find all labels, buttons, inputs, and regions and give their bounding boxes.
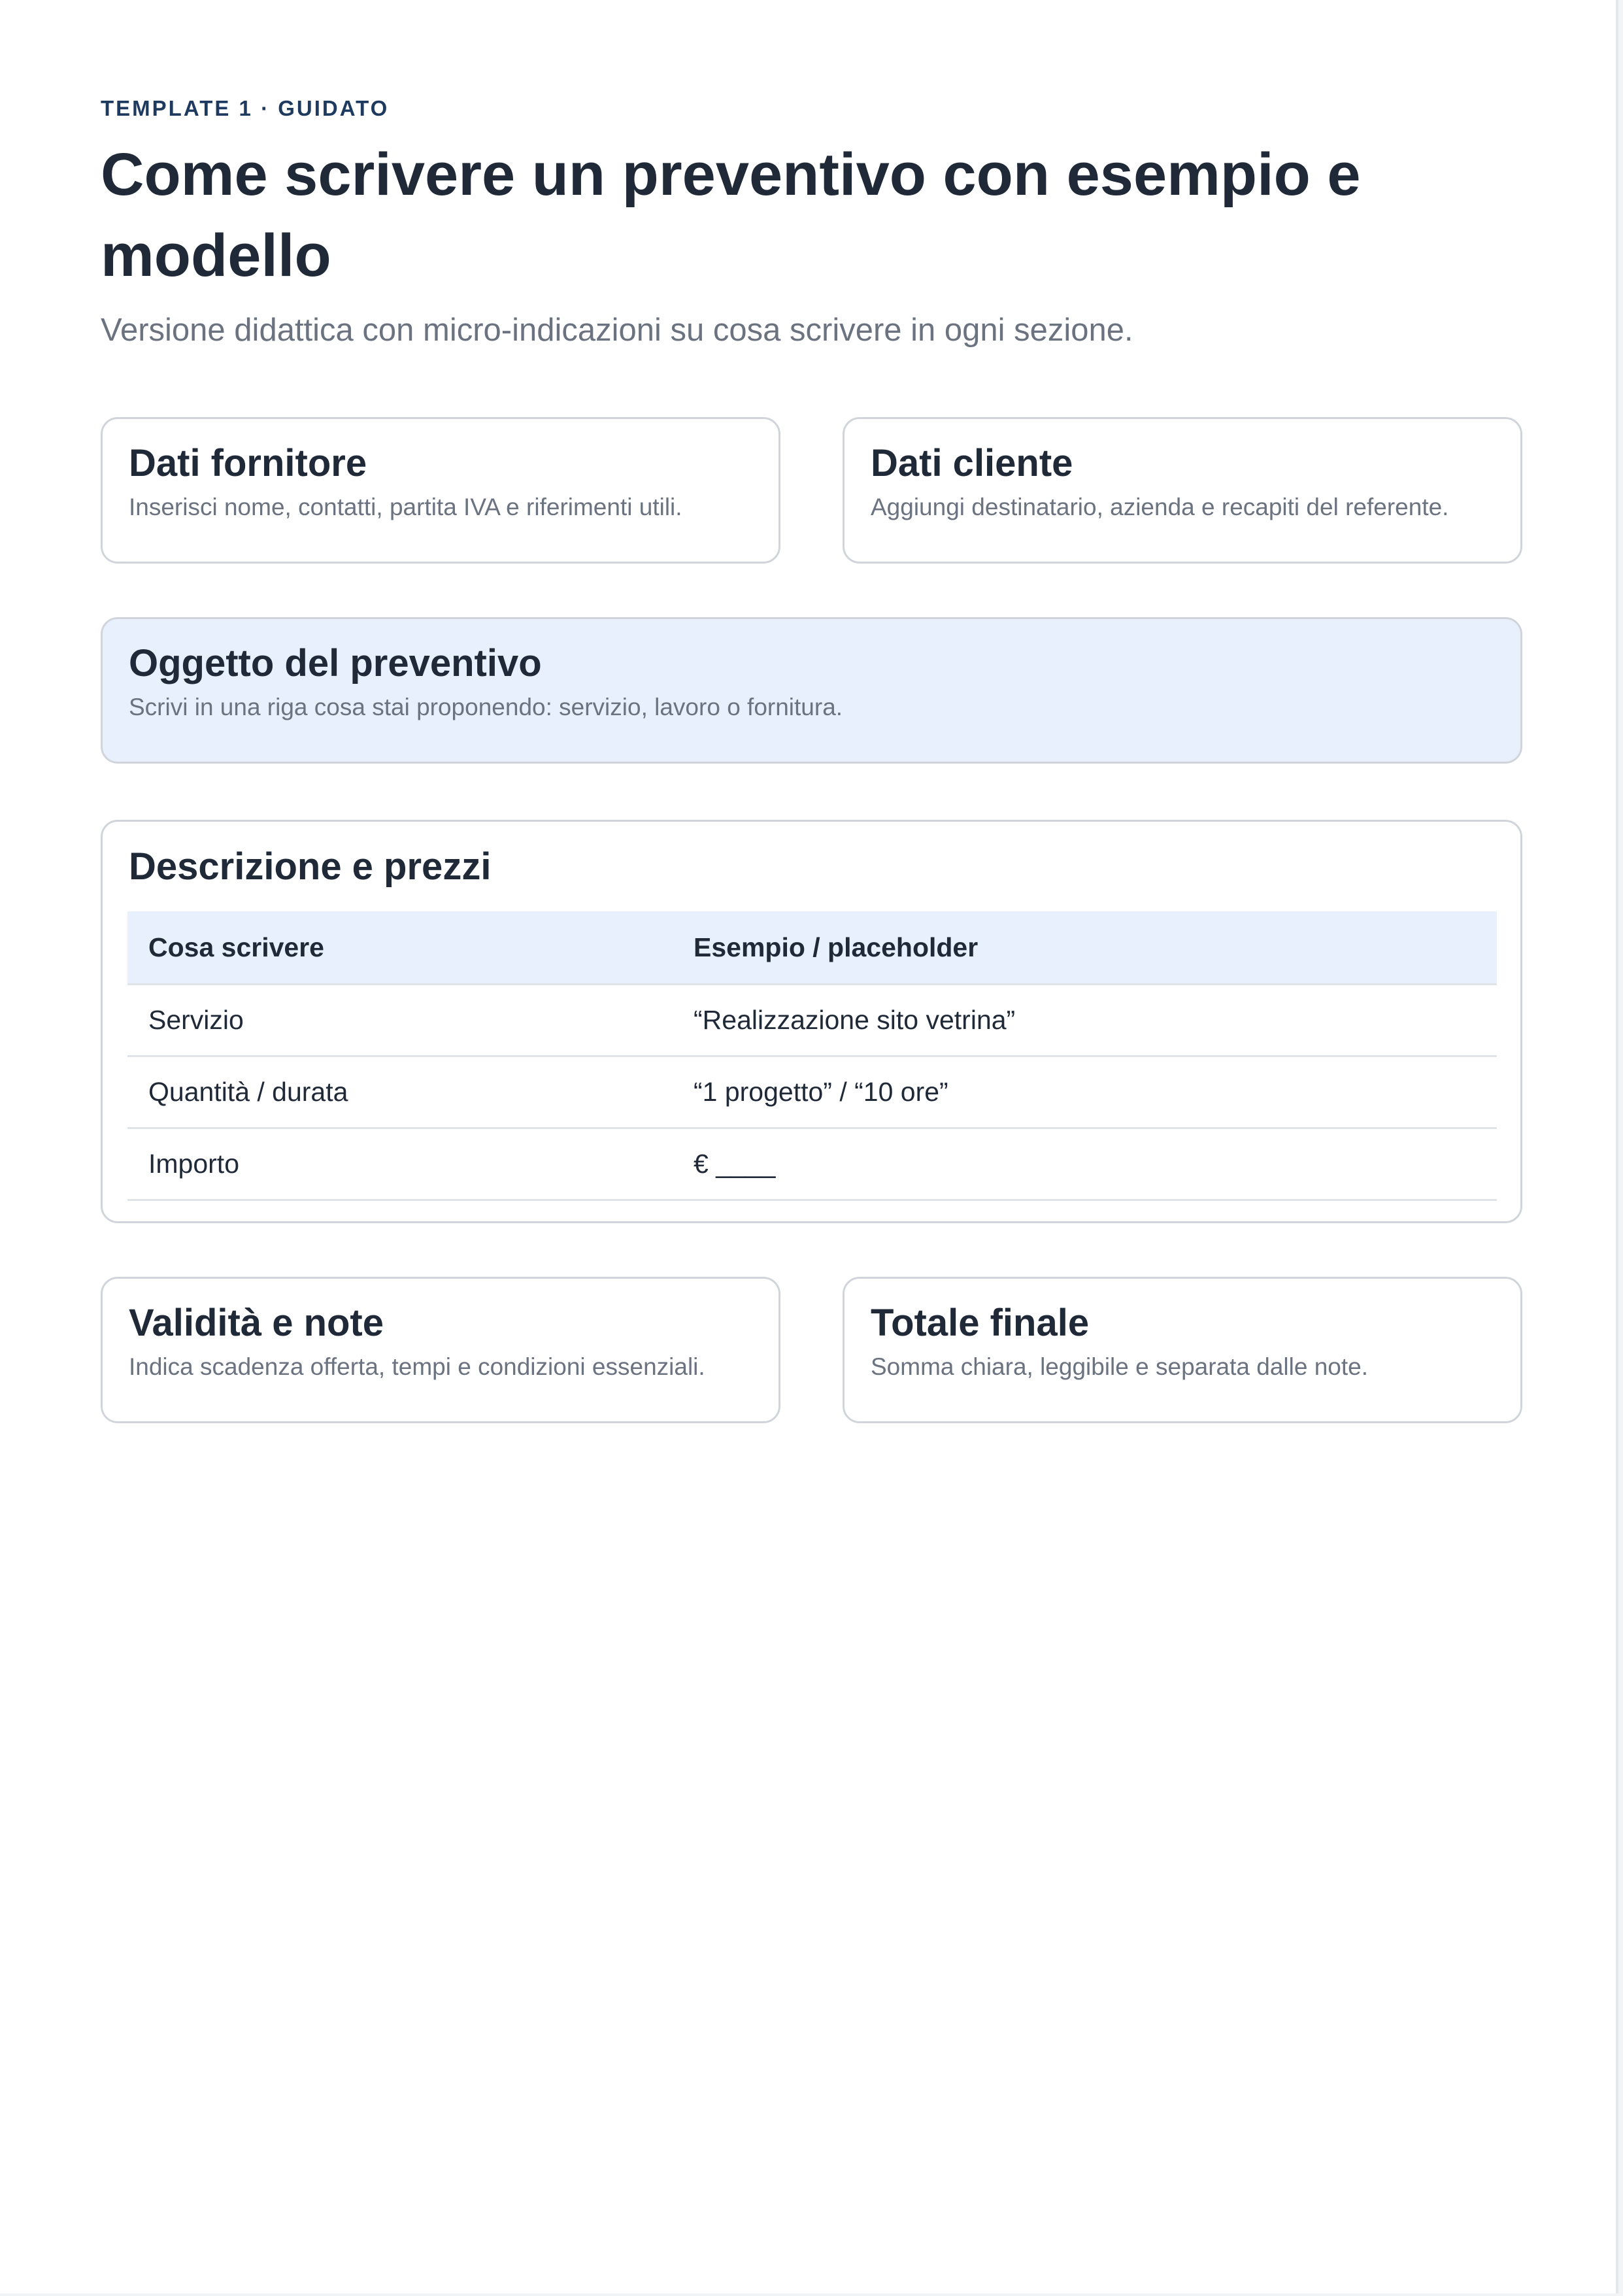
card-hint: Indica scadenza offerta, tempi e condizioni essenziali. [129, 1353, 705, 1380]
page-title: Come scrivere un preventivo con esempio e modello [101, 141, 1361, 289]
prices-table [127, 911, 1497, 1201]
card-dati-fornitore [101, 417, 780, 564]
table-cell: Servizio [127, 985, 673, 1056]
card-title: Totale finale [871, 1302, 1090, 1344]
card-hint: Somma chiara, leggibile e separata dalle note. [871, 1353, 1369, 1380]
template-eyebrow: TEMPLATE 1 · GUIDATO [101, 96, 390, 120]
card-totale-finale [843, 1277, 1522, 1423]
table-row [127, 1056, 1497, 1128]
page-subtitle: Versione didattica con micro-indicazioni su cosa scrivere in ogni sezione. [101, 312, 1133, 348]
card-descrizione-prezzi [101, 820, 1522, 1223]
table-row [127, 985, 1497, 1056]
card-dati-cliente [843, 417, 1522, 564]
card-title: Dati fornitore [129, 442, 367, 484]
card-title: Descrizione e prezzi [129, 845, 492, 888]
table-row [127, 1128, 1497, 1200]
card-title: Dati cliente [871, 442, 1073, 484]
table-cell: “1 progetto” / “10 ore” [673, 1056, 1497, 1128]
table-cell: Importo [127, 1128, 673, 1200]
card-hint: Scrivi in una riga cosa stai proponendo: servizio, lavoro o fornitura. [129, 694, 843, 720]
card-hint: Aggiungi destinatario, azienda e recapiti del referente. [871, 494, 1449, 520]
card-title: Oggetto del preventivo [129, 642, 542, 684]
table-header-row [127, 911, 1497, 985]
table-cell: € ____ [673, 1128, 1497, 1200]
card-title: Validità e note [129, 1302, 384, 1344]
card-hint: Inserisci nome, contatti, partita IVA e riferimenti utili. [129, 494, 682, 520]
table-cell: Quantità / durata [127, 1056, 673, 1128]
card-oggetto-preventivo [101, 617, 1522, 764]
table-cell: “Realizzazione sito vetrina” [673, 985, 1497, 1056]
card-validita-note [101, 1277, 780, 1423]
table-header-cell: Esempio / placeholder [673, 911, 1497, 985]
table-header-cell: Cosa scrivere [127, 911, 673, 985]
